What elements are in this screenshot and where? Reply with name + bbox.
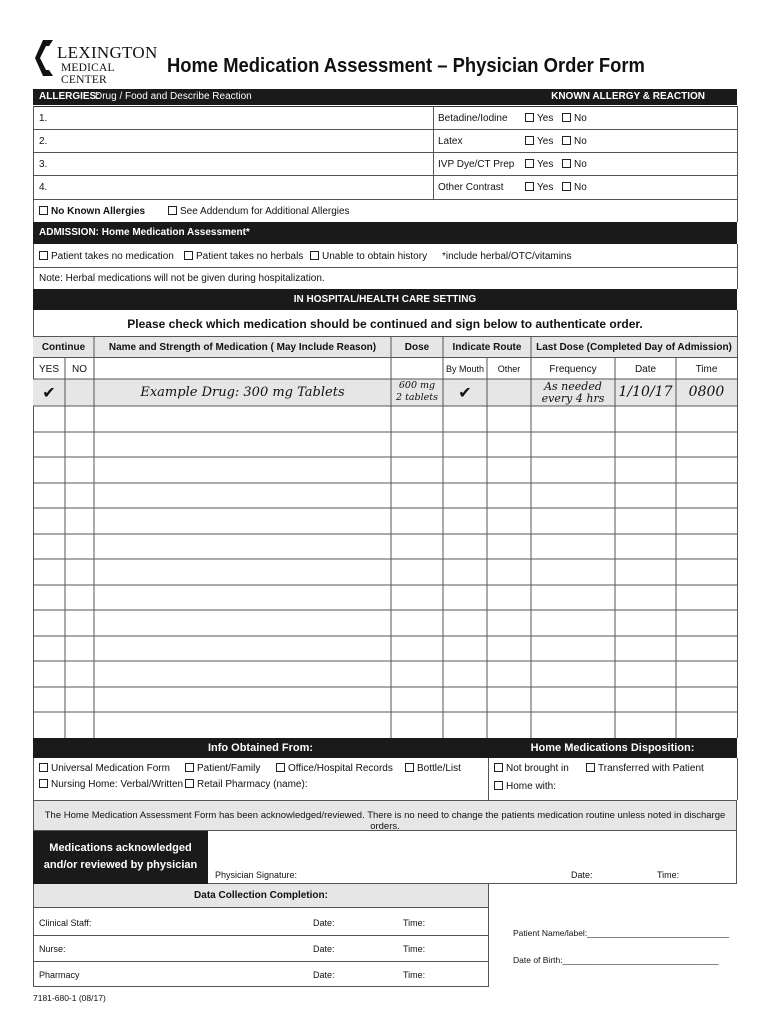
no-checkbox[interactable]: No xyxy=(562,136,587,147)
unable-history-checkbox[interactable]: Unable to obtain history xyxy=(310,251,427,262)
example-dose-line2: 2 tablets xyxy=(396,392,438,403)
by-mouth-subheader: By Mouth xyxy=(445,364,485,374)
data-collection-header: Data Collection Completion: xyxy=(33,884,489,908)
allergy-row[interactable]: 3. xyxy=(39,159,48,170)
nursing-home-checkbox[interactable]: Nursing Home: Verbal/Written xyxy=(39,779,183,790)
medication-name-header: Name and Strength of Medication ( May Include Reason) xyxy=(108,342,377,353)
no-checkbox[interactable]: No xyxy=(562,182,587,193)
allergies-bar: ALLERGIES: Drug / Food and Describe Reaction KNOWN ALLERGY & REACTION xyxy=(33,89,737,105)
date-subheader: Date xyxy=(634,364,657,375)
frequency-subheader: Frequency xyxy=(549,364,597,375)
example-drug-name: Example Drug: 300 mg Tablets xyxy=(140,385,345,400)
nurse-field[interactable]: Nurse: xyxy=(39,944,66,954)
nurse-time[interactable]: Time: xyxy=(403,944,426,954)
other-subheader: Other xyxy=(497,364,521,374)
patient-family-checkbox[interactable]: Patient/Family xyxy=(185,763,260,774)
home-with-checkbox[interactable]: Home with: xyxy=(494,781,556,792)
known-allergy-label: IVP Dye/CT Prep xyxy=(438,159,515,170)
example-yes-check: ✔ xyxy=(42,385,56,402)
example-frequency-line1: As needed xyxy=(544,380,602,393)
info-obtained-header: Info Obtained From: xyxy=(207,742,314,754)
physician-signature-field[interactable]: Physician Signature: xyxy=(215,870,298,880)
known-allergy-label: Betadine/Iodine xyxy=(438,113,508,124)
patient-name-field[interactable]: Patient Name/label:______________________________ xyxy=(513,928,729,938)
admission-bar: ADMISSION: Home Medication Assessment* xyxy=(33,222,737,244)
no-checkbox[interactable]: No xyxy=(562,159,587,170)
known-allergy-header: KNOWN ALLERGY & REACTION xyxy=(551,91,705,102)
clinical-staff-time[interactable]: Time: xyxy=(403,918,426,928)
example-date: 1/10/17 xyxy=(618,384,673,400)
medication-instruction: Please check which medication should be continued and sign below to authenticate order. xyxy=(127,317,643,331)
info-disposition-bar xyxy=(33,738,737,758)
yes-checkbox[interactable]: Yes xyxy=(525,159,553,170)
retail-pharmacy-checkbox[interactable]: Retail Pharmacy (name): xyxy=(185,779,308,790)
page-title: Home Medication Assessment – Physician Order Form xyxy=(167,55,645,77)
example-dose-line1: 600 mg xyxy=(398,380,436,391)
route-header: Indicate Route xyxy=(452,342,522,353)
physician-time-field[interactable]: Time: xyxy=(657,870,680,880)
continue-header: Continue xyxy=(41,342,86,353)
transferred-checkbox[interactable]: Transferred with Patient xyxy=(586,763,704,774)
no-medication-checkbox[interactable]: Patient takes no medication xyxy=(39,251,174,262)
clinical-staff-date[interactable]: Date: xyxy=(313,918,335,928)
physician-date-field[interactable]: Date: xyxy=(571,870,593,880)
date-of-birth-field[interactable]: Date of Birth:_________________________________ xyxy=(513,955,719,965)
yes-subheader: YES xyxy=(38,364,59,375)
nurse-date[interactable]: Date: xyxy=(313,944,335,954)
pharmacy-field[interactable]: Pharmacy xyxy=(39,970,80,980)
no-herbals-checkbox[interactable]: Patient takes no herbals xyxy=(184,251,303,262)
yes-checkbox[interactable]: Yes xyxy=(525,182,553,193)
example-by-mouth-check: ✔ xyxy=(458,385,472,402)
dose-header: Dose xyxy=(404,342,430,353)
disposition-header: Home Medications Disposition: xyxy=(530,742,695,754)
example-frequency-line2: every 4 hrs xyxy=(541,392,605,405)
known-allergy-label: Latex xyxy=(438,136,463,147)
not-brought-in-checkbox[interactable]: Not brought in xyxy=(494,763,569,774)
allergy-row[interactable]: 2. xyxy=(39,136,48,147)
herbal-medication-note: Note: Herbal medications will not be given during hospitalization. xyxy=(39,273,325,284)
universal-form-checkbox[interactable]: Universal Medication Form xyxy=(39,763,170,774)
addendum-checkbox[interactable]: See Addendum for Additional Allergies xyxy=(168,206,350,217)
pharmacy-date[interactable]: Date: xyxy=(313,970,335,980)
no-checkbox[interactable]: No xyxy=(562,113,587,124)
allergy-row[interactable]: 4. xyxy=(39,182,48,193)
allergy-row[interactable]: 1. xyxy=(39,113,48,124)
time-subheader: Time xyxy=(695,364,718,375)
in-hospital-bar: IN HOSPITAL/HEALTH CARE SETTING xyxy=(33,289,737,310)
no-subheader: NO xyxy=(72,364,87,375)
last-dose-header: Last Dose (Completed Day of Admission) xyxy=(536,342,732,353)
logo-line2: MEDICAL CENTER xyxy=(61,62,115,86)
office-records-checkbox[interactable]: Office/Hospital Records xyxy=(276,763,393,774)
bottle-list-checkbox[interactable]: Bottle/List xyxy=(405,763,461,774)
acknowledgement-statement: The Home Medication Assessment Form has been acknowledged/reviewed. There is no need to change the patients medication routine unless noted in discharge orders. xyxy=(44,810,726,832)
physician-ack-label: Medications acknowledged and/or reviewed by physician xyxy=(33,831,208,884)
logo-line1: LEXINGTON xyxy=(57,43,158,62)
clinical-staff-field[interactable]: Clinical Staff: xyxy=(39,918,92,928)
yes-checkbox[interactable]: Yes xyxy=(525,136,553,147)
yes-checkbox[interactable]: Yes xyxy=(525,113,553,124)
known-allergy-label: Other Contrast xyxy=(438,182,504,193)
pharmacy-time[interactable]: Time: xyxy=(403,970,426,980)
no-known-allergies-checkbox[interactable]: No Known Allergies xyxy=(39,206,145,217)
example-time: 0800 xyxy=(688,384,725,400)
herbal-note: *include herbal/OTC/vitamins xyxy=(442,251,572,262)
form-number: 7181-680-1 (08/17) xyxy=(33,993,106,1003)
